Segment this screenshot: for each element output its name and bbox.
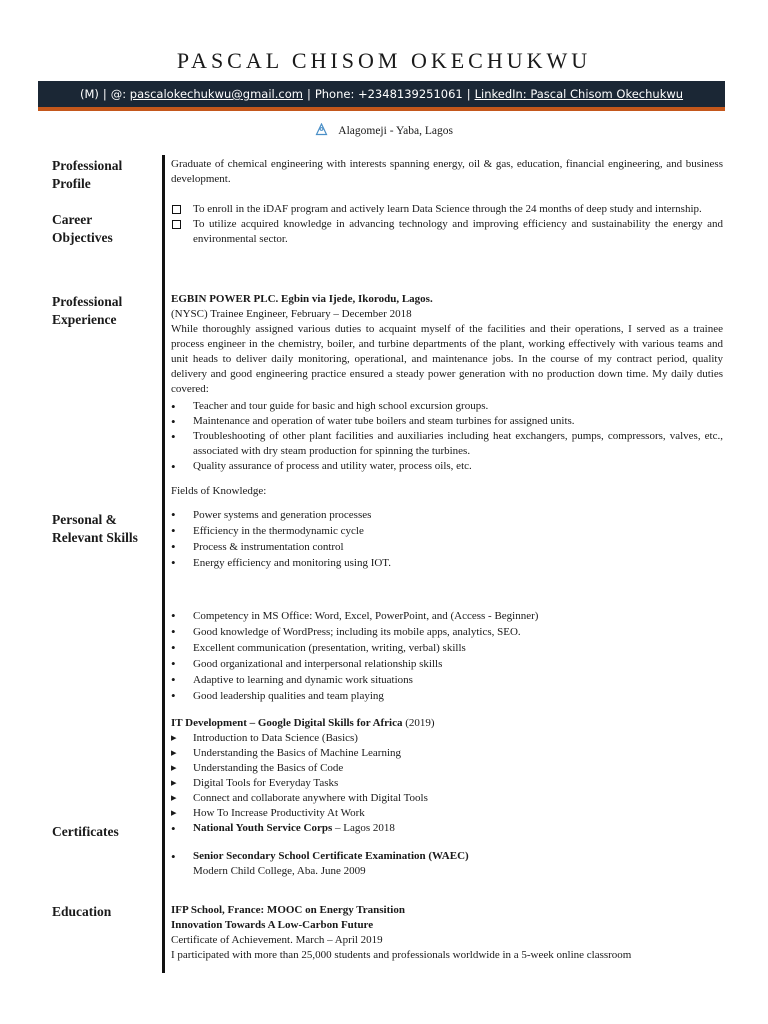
section-label-education: Education [52,904,112,919]
candidate-name: PASCAL CHISOM OKECHUKWU [176,48,592,73]
role-line: (NYSC) Trainee Engineer, February – December 2018 [171,308,412,320]
address-text: Alagomeji - Yaba, Lagos [338,125,453,137]
phone-text: Phone: +2348139251061 [314,87,463,101]
duty-item: • Troubleshooting of other plant facilities and auxiliaries including heat exchangers, pumps, compressors, valves, etc., associated with dry steam production for spinning the turbines. [171,429,723,459]
skill-item: • Competency in MS Office: Word, Excel, PowerPoint, and (Access - Beginner) [171,608,723,624]
education-line2: Innovation Towards A Low-Carbon Future [171,919,374,931]
waec-block [171,849,723,879]
it-cert-item: ▸ Connect and collaborate anywhere with Digital Tools [171,791,723,806]
section-label-certificates: Certificates [52,824,119,839]
location-icon [315,123,328,136]
field-item: • Energy efficiency and monitoring using IOT. [171,555,723,571]
objective-item: To enroll in the iDAF program and actively learn Data Science through the 24 months of deep study and internship. [171,202,723,217]
skill-item: • Good organizational and interpersonal relationship skills [171,656,723,672]
field-item: • Power systems and generation processes [171,507,723,523]
profile-text: Graduate of chemical engineering with interests spanning energy, oil & gas, education, financial engineering, and business development. [171,158,723,185]
duty-item: • Quality assurance of process and utility water, process oils, etc. [171,459,723,474]
fields-block [171,507,723,571]
fields-heading: Fields of Knowledge: [171,485,267,497]
skill-item: • Adaptive to learning and dynamic work situations [171,672,723,688]
nysc-cert-title: National Youth Service Corps [193,822,333,834]
nysc-cert-detail: – Lagos 2018 [334,822,395,834]
waec-cert-title: Senior Secondary School Certificate Examination (WAEC) [193,850,469,862]
education-line3: Certificate of Achievement. March – April 2019 [171,934,383,946]
waec-cert-detail: Modern Child College, Aba. June 2009 [193,865,366,877]
duty-item: • Maintenance and operation of water tube boilers and steam turbines for assigned units. [171,414,723,429]
vertical-divider [162,155,165,973]
contact-bar: (M) | @: pascalokechukwu@gmail.com | Phone: +2348139251061 | LinkedIn: Pascal Chisom Okechukwu [38,81,725,111]
it-cert-item: ▸ Understanding the Basics of Machine Learning [171,746,723,761]
skill-item: • Excellent communication (presentation, writing, verbal) skills [171,640,723,656]
experience-summary: While thoroughly assigned various duties to acquaint myself of the facilities and their operations, I served as a trainee process engineer in the chemistry, boiler, and turbine departments of the plant, working effectively with various teams and unit heads to deliver daily monitoring, operational, and maintenance jobs. In the course of my contract period, quality delivery and good engineering practice ensured a steady power generation with no production down time. My daily duties covered: [171,323,723,395]
nysc-cert [171,821,723,836]
section-label-skills: Personal & Relevant Skills [52,512,138,545]
it-cert-item: ▸ How To Increase Productivity At Work [171,806,723,821]
email-label: @: [110,87,127,101]
company-title: EGBIN POWER PLC. Egbin via Ijede, Ikorodu, Lagos. [171,293,433,305]
it-cert-item: ▸ Understanding the Basics of Code [171,761,723,776]
section-label-experience: Professional Experience [52,294,123,327]
it-cert-title: IT Development – Google Digital Skills for Africa [171,717,403,729]
section-label-objectives: Career Objectives [52,212,113,245]
it-cert-item: ▸ Introduction to Data Science (Basics) [171,731,723,746]
skill-item: • Good knowledge of WordPress; including its mobile apps, analytics, SEO. [171,624,723,640]
linkedin-link[interactable]: LinkedIn: Pascal Chisom Okechukwu [474,87,684,101]
objective-item: To utilize acquired knowledge in advancing technology and improving efficiency and sustainability the energy and environmental sector. [171,217,723,247]
address-line [0,123,768,137]
it-cert-item: ▸ Digital Tools for Everyday Tasks [171,776,723,791]
skills-block [171,608,723,704]
email-link[interactable]: pascalokechukwu@gmail.com [129,87,303,101]
field-item: • Efficiency in the thermodynamic cycle [171,523,723,539]
education-block [171,903,723,963]
experience-block [171,292,723,474]
mobile-label: (M) [79,87,99,101]
education-line1: IFP School, France: MOOC on Energy Transition [171,904,405,916]
skill-item: • Good leadership qualities and team playing [171,688,723,704]
waec-cert [171,849,723,879]
objectives-block [171,202,723,247]
duty-item: • Teacher and tour guide for basic and high school excursion groups. [171,399,723,414]
section-label-profile: Professional Profile [52,158,123,191]
certificates-block [171,716,723,836]
field-item: • Process & instrumentation control [171,539,723,555]
education-line4: I participated with more than 25,000 students and professionals worldwide in a 5-week online classroom [171,949,632,961]
it-cert-year: (2019) [405,717,435,729]
